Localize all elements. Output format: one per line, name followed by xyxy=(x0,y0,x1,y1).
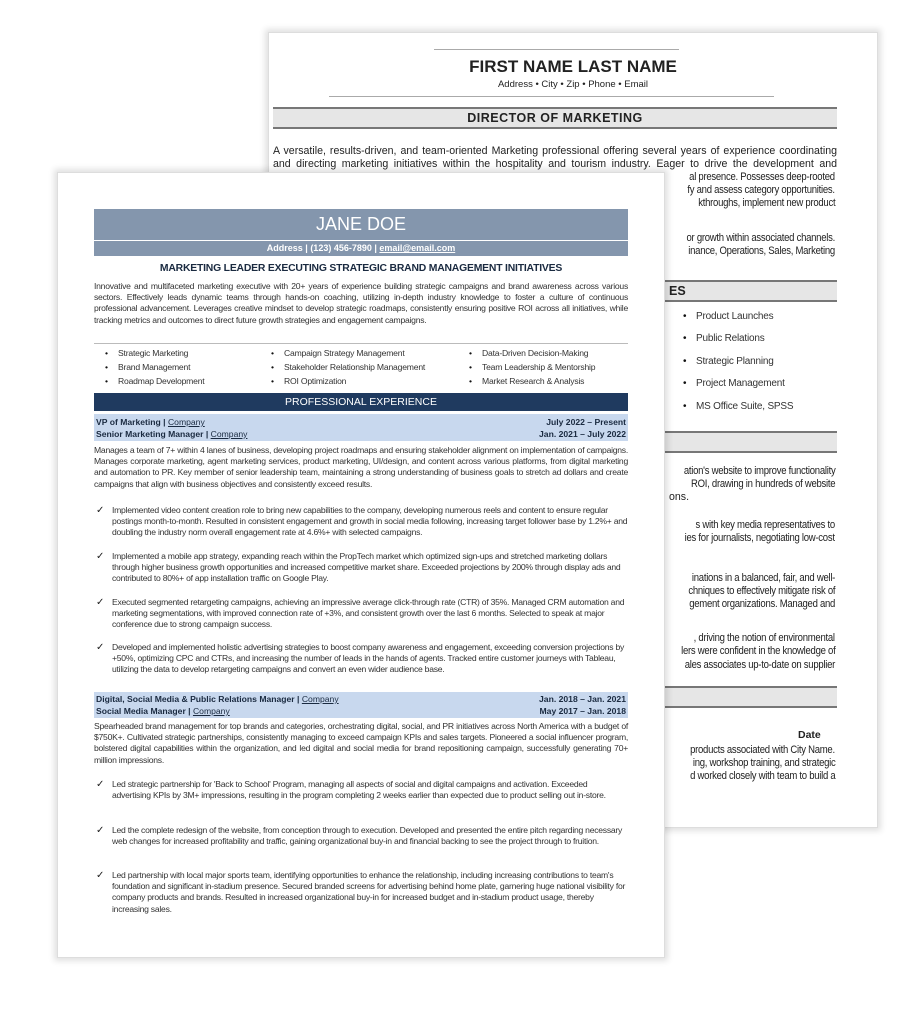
back-exp-line: s with key media representatives to xyxy=(695,519,835,531)
back-exp-line: ation's website to improve functionality xyxy=(683,465,835,477)
back-exp-line: inations in a balanced, fair, and well- xyxy=(691,572,835,584)
skill-item: • Team Leadership & Mentorship xyxy=(482,362,595,372)
contact-bar xyxy=(94,241,628,256)
back-skills-header: ES xyxy=(669,284,686,298)
achievement-item xyxy=(96,825,628,847)
achievement-text: Developed and implemented holistic advertising strategies to boost company awareness and engagement, exceeding conversion projections by +50%, optimizing CPC and CTRs, and increasing the number of leads in the hands of agents. Tracked entire customer journeys with Tableau, utilizing the data to develop retargeting campaigns and convert an even wider audience base. xyxy=(112,642,625,675)
check-icon: ✓ xyxy=(96,551,105,562)
back-exp-line: , driving the notion of environmental xyxy=(693,632,835,644)
skill-item: • Roadmap Development xyxy=(118,376,205,386)
back-edu-line: ing, workshop training, and strategic xyxy=(692,757,835,769)
back-summary-line: A versatile, results-driven, and team-oriented Marketing professional offering several years of experience coordinating xyxy=(273,145,837,157)
front-name: JANE DOE xyxy=(315,214,407,234)
achievement-text: Implemented video content creation role to bring new capabilities to the company, developing numerous reels and content to ensure regular postings month-to-month. Resulted in consistent engagement and growth in social media following, increasing target follower base by 1.2%+ and doubling the industry norm overall engagement rate at 4.6%+ with selected campaigns. xyxy=(112,505,628,538)
job-dates: Jan. 2018 – Jan. 2021 xyxy=(539,694,626,704)
job-dates: Jan. 2021 – July 2022 xyxy=(539,429,626,439)
job-dates: May 2017 – Jan. 2018 xyxy=(539,706,626,716)
job-summary: Manages a team of 7+ within 4 lanes of business, developing project roadmaps and ensuring stakeholder alignment on implementation of campaigns. Manages corporate marketing, agent marketing services, product marketing, UI/design, and content across various platforms, from digital marketing and automation to PR. Key member of senior leadership team, maintaining a strong understanding of business goals to stretch ad dollars and create campaigns that align with business objectives and consistently exceed results. xyxy=(94,445,628,489)
skill-item: • Market Research & Analysis xyxy=(482,376,584,386)
back-skill: • Product Launches xyxy=(696,311,773,322)
check-icon: ✓ xyxy=(96,779,105,790)
back-skill: • MS Office Suite, SPSS xyxy=(696,401,793,412)
job-summary: Spearheaded brand management for top brands and categories, orchestrating digital, social, and PR initiatives across North America with a budget of $750K+. Cultivated strategic partnerships, consistently managing to exceed campaign KPIs and sales targets. Pioneered a social influencer program, bolstered digital capabilities within the organization, and led digital and social media for brand repositioning campaign, successfully generating 70+ million impressions. xyxy=(94,721,628,765)
divider xyxy=(434,49,679,50)
job-title: Senior Marketing Manager | xyxy=(96,429,211,439)
skill-item: • Stakeholder Relationship Management xyxy=(284,362,425,372)
achievement-item xyxy=(96,779,628,801)
check-icon: ✓ xyxy=(96,870,105,881)
check-icon: ✓ xyxy=(96,642,105,653)
back-exp-line: gement organizations. Managed and xyxy=(689,598,835,610)
achievement-item xyxy=(96,551,628,585)
front-summary: Innovative and multifaceted marketing executive with 20+ years of experience building strategic campaigns and brand awareness across various sectors. Effectively leads dynamic teams through hands-on coaching, utilizing in-depth industry knowledge to foster a culture of continuous professional advancement. Leverages creative mindset to develop strategic roadmaps, consistently ensuring positive ROI across all initiatives, while tracking metrics and outcomes to direct future growth strategies and engagement campaigns. xyxy=(94,281,628,325)
back-date: Date xyxy=(798,729,821,741)
email-link[interactable]: email@email.com xyxy=(379,243,456,253)
job-title: Social Media Manager | xyxy=(96,706,193,716)
job-header xyxy=(94,692,628,718)
back-summary-line: kthroughs, implement new product xyxy=(697,197,835,209)
back-name: FIRST NAME LAST NAME xyxy=(469,57,677,76)
back-exp-line: ies for journalists, negotiating low-cost xyxy=(684,532,835,544)
front-contact: Address | (123) 456-7890 | xyxy=(266,243,380,253)
achievement-text: Led strategic partnership for 'Back to School' Program, managing all aspects of social and digital campaigns and activation. Exceeded advertising KPIs by 3M+ impressions, resulting in the program completing 2 weeks earlier than expected due to product selling out in-store. xyxy=(112,779,606,801)
company-link[interactable]: Company xyxy=(167,417,205,427)
job-dates: July 2022 – Present xyxy=(546,417,626,427)
back-exp-line: chniques to effectively mitigate risk of xyxy=(688,585,835,597)
achievement-item xyxy=(96,597,628,631)
back-summary-line: and directing marketing initiatives within the hospitality and tourism industry. Eager to drive the development and xyxy=(273,158,837,170)
achievement-text: Implemented a mobile app strategy, expanding reach within the PropTech market which optimized sign-ups and stretched marketing dollars through higher business growth opportunities and increased competitive market share. Exceeded projections by 200% through display ads and contributed to 80%+ of app installation traffic on Google Play. xyxy=(112,551,621,584)
achievement-text: Executed segmented retargeting campaigns, achieving an impressive average click-through rate (CTR) of 35%. Managed CRM automation and marketing segmentations, with improved connection rate of +3%, and consistent growth over the last 6 months. Selected to speak at major conference due to strong campaign success. xyxy=(112,597,625,630)
skill-item: • Data-Driven Decision-Making xyxy=(482,348,588,358)
divider xyxy=(94,343,628,344)
back-edu-line: d worked closely with team to build a xyxy=(689,770,835,782)
divider xyxy=(329,96,774,97)
company-link[interactable]: Company xyxy=(210,429,248,439)
back-summary-line: fy and assess category opportunities. xyxy=(687,184,835,196)
achievement-item xyxy=(96,505,628,539)
back-exp-line: ales associates up-to-date on supplier xyxy=(684,659,835,671)
job-header xyxy=(94,414,628,441)
headline: MARKETING LEADER EXECUTING STRATEGIC BRAND MANAGEMENT INITIATIVES xyxy=(159,263,563,274)
name-bar xyxy=(94,209,628,240)
back-summary-line: al presence. Possesses deep-rooted xyxy=(689,171,835,183)
back-title-bar xyxy=(273,107,837,129)
back-summary-line: or growth within associated channels. xyxy=(686,232,835,244)
back-skill: • Strategic Planning xyxy=(696,356,774,367)
back-skill: • Project Management xyxy=(696,378,785,389)
achievement-item xyxy=(96,870,628,915)
back-exp-line: lers were confident in the knowledge of xyxy=(680,645,835,657)
back-exp-line: ROI, drawing in hundreds of website xyxy=(690,478,835,490)
company-link[interactable]: Company xyxy=(301,694,339,704)
skill-item: • Campaign Strategy Management xyxy=(284,348,405,358)
skill-item: • Strategic Marketing xyxy=(118,348,188,358)
achievement-item xyxy=(96,642,628,676)
skill-item: • Brand Management xyxy=(118,362,190,372)
achievement-text: Led partnership with local major sports team, identifying opportunities to enhance the relationship, including increasing contributions to team's foundation and significant in-stadium presence. Secured branded screens for advertising behind home plate, garnering huge national visibility for company products and brands. Resulted in increased organizational buy-in for increased budget and in-stadium product usage, thereby increasing sales. xyxy=(112,870,626,914)
back-edu-line: products associated with City Name. xyxy=(690,744,835,756)
check-icon: ✓ xyxy=(96,505,105,516)
section-bar xyxy=(94,393,628,411)
achievement-text: Led the complete redesign of the website, from conception through to execution. Developed and presented the entire pitch regarding necessary web changes for increased profitability and traffic, gaining organizational buy-in and financial backing to see the project through to fruition. xyxy=(112,825,623,847)
back-exp-line: ons. xyxy=(669,491,690,503)
front-resume-page xyxy=(57,172,665,958)
back-summary-line: inance, Operations, Sales, Marketing xyxy=(688,245,835,257)
back-skill: • Public Relations xyxy=(696,333,765,344)
check-icon: ✓ xyxy=(96,597,105,608)
section-title: PROFESSIONAL EXPERIENCE xyxy=(285,396,437,408)
back-title: DIRECTOR OF MARKETING xyxy=(467,111,643,125)
skill-item: • ROI Optimization xyxy=(284,376,346,386)
company-link[interactable]: Company xyxy=(192,706,230,716)
job-title: VP of Marketing | xyxy=(96,417,168,427)
back-contact: Address • City • Zip • Phone • Email xyxy=(497,79,649,90)
check-icon: ✓ xyxy=(96,825,105,836)
job-title: Digital, Social Media & Public Relations Manager | xyxy=(96,694,302,704)
